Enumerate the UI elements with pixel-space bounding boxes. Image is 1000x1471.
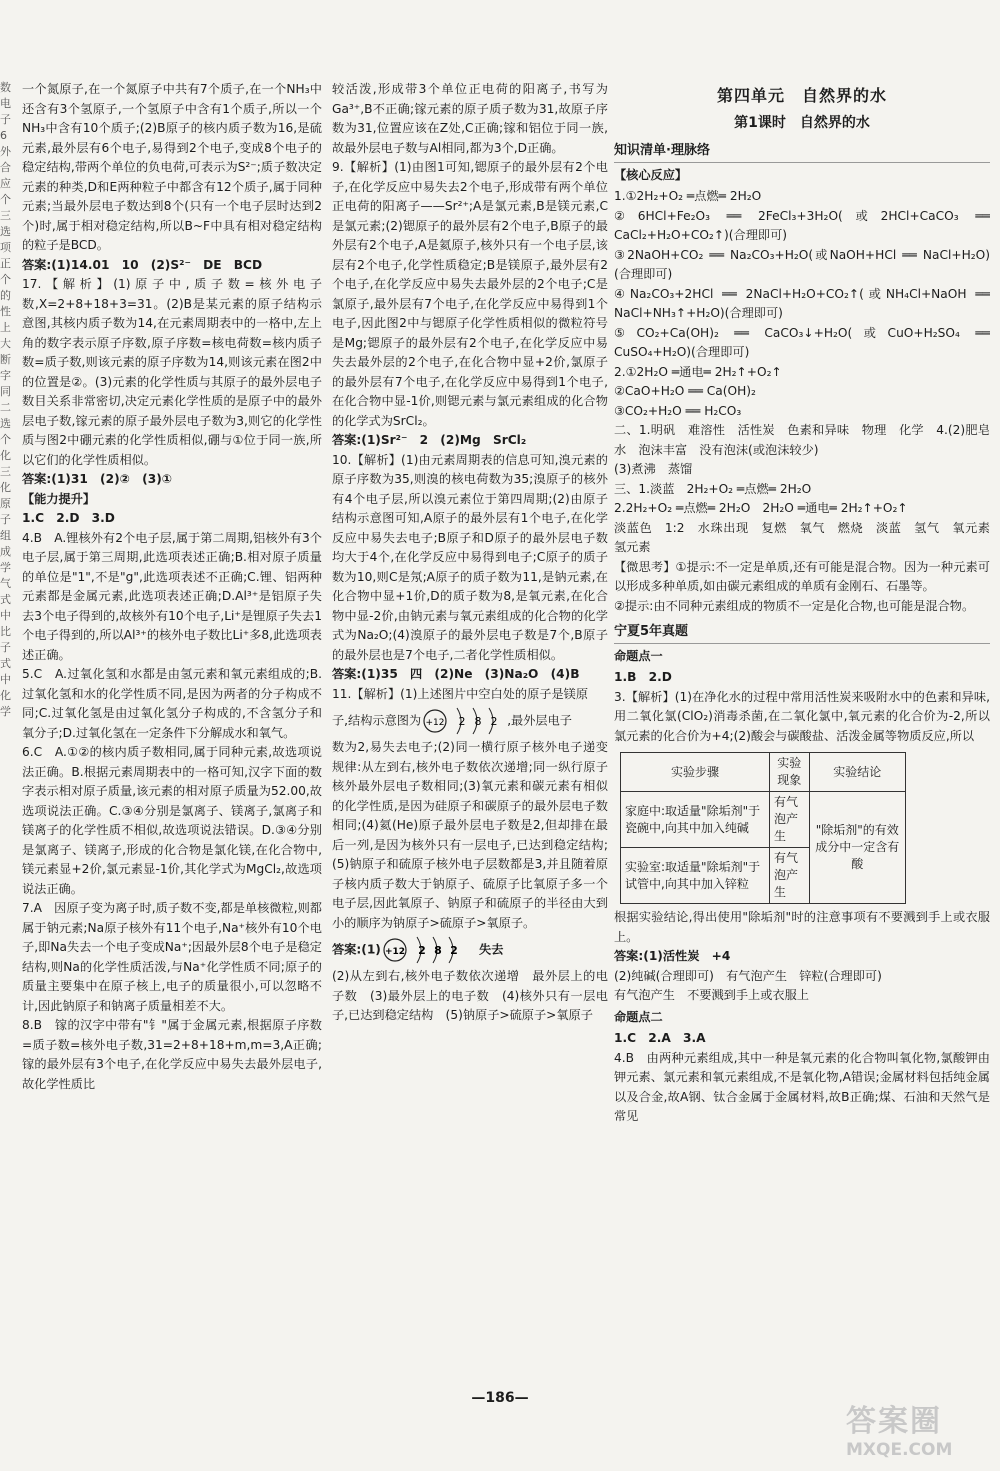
reaction-line: ③CO₂+H₂O ══ H₂CO₃: [614, 403, 742, 418]
answer-paragraph: [22, 899, 322, 1016]
core-reaction-list: [614, 187, 990, 616]
left-margin-bleed-text: 数电子6外合应个三选项正个的性上大断字同二选个化三化原子组成学气式中比子式中化学: [0, 81, 11, 718]
answer-paragraph: [332, 704, 608, 738]
answer-line: 有气泡产生 不要溅到手上或衣服上: [614, 988, 809, 1002]
answer-paragraph: [22, 509, 322, 529]
paragraph-text: 答案:(1)35 四 (2)Ne (3)Na₂O (4)B: [332, 667, 580, 681]
answer-paragraph: [22, 490, 322, 510]
table-header: 实验结论: [809, 753, 905, 792]
reaction-line: 淡蓝色 1:2 水珠出现 复燃 氧气 燃烧 淡蓝 氢气 氧元素 氢元素: [614, 520, 990, 554]
paragraph-text: 一个氮原子,在一个氮原子中共有7个质子,在一个NH₃中还含有3个氢原子,一个氢原子中含有1个质子,所以一个NH₃中含有10个质子;(2)B原子的核内质子数为16,是硫元素,最外层有6个电子,易得到2个电子,变成8个电子的稳定结构,带两个单位的负电荷,可表示为S²⁻;质子数决定元素的种类,D和E两种粒子中都含有12个质子,属于同种元素;当最外层电子数达到8个(只有一个电子层时达到2个)时,属于相对稳定结构,所以B~F中具有相对稳定结构的粒子是BCD。: [22, 82, 322, 252]
reaction-line: 【微思考】①提示:不一定是单质,还有可能是混合物。因为一种元素可以形成多种单质,如由碳元素组成的单质有金刚石、石墨等。: [614, 559, 990, 593]
shell-electron-count: 8: [434, 944, 442, 957]
shell-electron-count: 2: [418, 944, 426, 957]
paragraph-text: 答案:(1)31 (2)② (3)①: [22, 472, 173, 486]
topic-one-heading: 命题点一: [614, 648, 663, 663]
reaction-line: 三、1.淡蓝 2H₂+O₂ ═点燃═ 2H₂O: [614, 481, 812, 496]
column-left: [22, 80, 322, 1370]
topic-two-answers: 1.C 2.A 3.A: [614, 1031, 706, 1045]
paragraph-text: 17.【解析】(1)原子中,质子数=核外电子数,X=2+8+18+3=31。(2)B是某元素的原子结构示意图,其核内质子数为14,在元素周期表中的一格中,左上角的数字表示原子序数,原子序数=核电荷数=核内质子数=质子数,则该元素的原子序数为14,则该元素在图2中的位置是②。(3)元素的化学性质与其原子的最外层电子数目关系非常密切,决定元素化学性质的是原子中的最外层电子数,镓元素的原子最外层电子数为3,则它的化学性质与图2中硼元素的化学性质相似,硼与①位于同一族,所以它们的化学性质相似。: [22, 277, 322, 467]
reaction-line: 2.2H₂+O₂ ═点燃═ 2H₂O 2H₂O ═通电═ 2H₂↑+O₂↑: [614, 501, 908, 515]
answer-paragraph: [22, 275, 322, 470]
reaction-line: ②提示:由不同种元素组成的物质不一定是化合物,也可能是混合物。: [614, 598, 975, 613]
knowledge-list-heading: 知识清单·理脉络: [614, 141, 990, 163]
answer-paragraph: [22, 743, 322, 899]
reaction-line: ③2NaOH+CO₂ ══ Na₂CO₃+H₂O(或NaOH+HCl ══ NaCl+H₂O)(合理即可): [614, 247, 990, 281]
after-table-text: 根据实验结论,得出使用"除垢剂"时的注意事项有不要溅到手上或衣服上。: [614, 910, 990, 944]
paragraph-text: (2)从左到右,核外电子数依次递增 最外层上的电子数 (3)最外层上的电子数 (4)核外只有一层电子,已达到稳定结构 (5)钠原子>硫原子>氧原子: [332, 969, 608, 1022]
watermark-logo: [846, 1396, 996, 1466]
watermark-word: 答案圈: [846, 1404, 942, 1439]
core-reaction-heading: 【核心反应】: [614, 167, 688, 182]
paragraph-text: 9.【解析】(1)由图1可知,锶原子的最外层有2个电子,在化学反应中易失去2个电子,形成带有两个单位正电荷的阳离子——Sr²⁺;A是氯元素,B是镁元素,C是氯元素;(2)锶原子的最外层有2个电子,B原子的最外层有2个电子,A是氦原子,核外只有一个电子层,该层有2个电子,化学性质稳定;B是镁原子,最外层有2个电子,在化学反应中易失去最外层的2个电子;C是氯原子,最外层有7个电子,在化学反应中易得到1个电子,因此图2中与锶原子化学性质相似的微粒符号是Mg;锶原子的最外层有2个电子,在化学反应中易失去最外层的2个电子,在化合物中显+2价,氯原子的最外层有7个电子,在化学反应中易得到1个电子,在化合物中显-1价,则锶元素与氯元素组成的化合物的化学式为SrCl₂。: [332, 160, 608, 428]
watermark-url: MXQE.COM: [846, 1440, 953, 1460]
paragraph-text: 答案:(1): [332, 942, 381, 957]
atom-structure-diagram: [421, 704, 507, 738]
ningxia-heading: 宁夏5年真题: [614, 622, 990, 644]
answer-paragraph: [22, 529, 322, 666]
table-cell: 有气泡产生: [770, 848, 810, 904]
paragraph-text: 7.A 因原子变为离子时,质子数不变,都是单核微粒,则都属于钠元素;Na原子核外有11个电子,Na⁺核外有10个电子,即Na失去一个电子变成Na⁺;因最外层8个电子是稳定结构,则Na的化学性质活泼,与Na⁺化学性质不同;原子的质量主要集中在原子核上,电子的质量很小,可以忽略不计,因此钠原子和钠离子质量相差不大。: [22, 901, 322, 1013]
answer-paragraph: [332, 665, 608, 685]
table-cell: 有气泡产生: [770, 792, 810, 848]
paragraph-text: 答案:(1)Sr²⁻ 2 (2)Mg SrCl₂: [332, 433, 527, 447]
atom-structure-diagram: [381, 933, 467, 967]
reaction-line: ②6HCl+Fe₂O₃ ══ 2FeCl₃+3H₂O(或2HCl+CaCO₃ ══ CaCl₂+H₂O+CO₂↑)(合理即可): [614, 208, 990, 242]
shell-electron-count: 2: [450, 944, 458, 957]
table-cell-conclusion: "除垢剂"的有效成分中一定含有酸: [809, 792, 905, 904]
answer-paragraph: [22, 665, 322, 743]
topic-two-q4: 4.B 由两种元素组成,其中一种是氧元素的化合物叫氧化物,氯酸钾由钾元素、氯元素和氧元素组成,不是氧化物,A错误;金属材料包括纯金属以及合金,故A钢、钛合金属于金属材料,故B正确;煤、石油和天然气是常见: [614, 1050, 990, 1123]
reaction-line: 二、1.明矾 难溶性 活性炭 色素和异味 物理 化学 4.(2)肥皂水 泡沫丰富 没有泡沫(或泡沫较少): [614, 423, 990, 457]
answer-paragraph: [22, 80, 322, 256]
shell-electron-count: 8: [474, 715, 482, 728]
shell-electron-count: 2: [458, 715, 466, 728]
answer-paragraph: [22, 470, 322, 490]
answer-paragraph: [332, 80, 608, 158]
nucleus-charge: +12: [384, 947, 405, 957]
paragraph-text: 4.B A.锂核外有2个电子层,属于第二周期,铝核外有3个电子层,属于第三周期,此选项表述正确;B.相对原子质量的单位是"1",不是"g",此选项表述不正确;C.锂、铝两种元素都是金属元素,此选项表述正确;D.Al³⁺是铝原子失去3个电子得到的,故核外有10个电子,Li⁺是锂原子失去1个电子得到的,所以Al³⁺的核外电子数比Li⁺多8,此选项表述正确。: [22, 530, 322, 662]
answer-paragraph: [332, 451, 608, 666]
answer-paragraph: [332, 738, 608, 933]
table-row: [621, 792, 906, 848]
reaction-line: (3)煮沸 蒸馏: [614, 462, 693, 476]
paragraph-text: 答案:(1)14.01 10 (2)S²⁻ DE BCD: [22, 257, 263, 272]
table-header: 实验现象: [770, 753, 810, 792]
page-number: —186—: [471, 1390, 529, 1406]
paragraph-text: 【能力提升】: [22, 491, 96, 506]
paragraph-text: 8.B 镓的汉字中带有"钅"属于金属元素,根据原子序数=质子数=核外电子数,31=2+8+18+m,m=3,A正确;镓的最外层有3个电子,在化学反应中易失去最外层电子,故化学性质比: [22, 1018, 322, 1091]
shell-electron-count: 2: [490, 715, 498, 728]
paragraph-text: 较活泼,形成带3个单位正电荷的阳离子,书写为Ga³⁺,B不正确;镓元素的原子质子数为31,故原子序数为31,位置应该在Z处,C正确;镓和铝位于同一族,故最外层电子数与Al相同,都为3个,D正确。: [332, 82, 608, 155]
answer-label: 答案:(1)活性炭 +4: [614, 949, 731, 963]
answer-paragraph: [332, 158, 608, 431]
reaction-line: ②CaO+H₂O ══ Ca(OH)₂: [614, 384, 756, 398]
reaction-line: ⑤CO₂+Ca(OH)₂ ══ CaCO₃↓+H₂O(或CuO+H₂SO₄ ══ CuSO₄+H₂O)(合理即可): [614, 325, 990, 359]
reaction-line: 1.①2H₂+O₂ ═点燃═ 2H₂O: [614, 189, 762, 203]
paragraph-text-after: 失去: [466, 942, 504, 957]
topic-one-q3: 3.【解析】(1)在净化水的过程中常用活性炭来吸附水中的色素和异味,用二氧化氯(ClO₂)消毒杀菌,在二氧化氯中,氧元素的化合价为-2,所以氯元素的化合价为+4;(2)酸会与碳酸盐、活泼金属等物质反应,所以: [614, 689, 990, 743]
paragraph-text: 10.【解析】(1)由元素周期表的信息可知,溴元素的原子序数为35,则溴的核电荷数为35;溴原子的核外有4个电子层,所以溴元素位于第四周期;(2)由原子结构示意图可知,A原子的最外层有1个电子,在化学反应中易失去电子;B原子和D原子的最外层电子数均大于4个,在化学反应中易得到电子;C原子的质子数为10,则C是氖;A原子的质子数为11,是钠元素,在化合物中显+1价,D的质子数为8,是氧元素,在化合物中显-2价,由钠元素与氧元素组成的化合物的化学式为Na₂O;(4)溴原子的最外层电子数是7个,B原子的最外层也是7个电子,二者化学性质相似。: [332, 452, 608, 662]
table-cell: 家庭中:取适量"除垢剂"于瓷碗中,向其中加入纯碱: [621, 792, 770, 848]
paragraph-text: 数为2,易失去电子;(2)同一横行原子核外电子递变规律:从左到右,核外电子数依次递增;同一纵行原子核外最外层电子数相同;(3)氧元素和碳元素有相似的化学性质,是因为硅原子和碳原子的最外层电子数相同;(4)氦(He)原子最外层电子数是2,但却排在最后一列,是因为核外只有一层电子,已达到稳定结构;(5)钠原子和硫原子核外电子层数都是3,并且随着原子核内质子数大于钠原子、硫原子比氧原子多一个电子层,因此氧原子、钠原子和硫原子的半径由大到小的顺序为钠原子>硫原子>氧原子。: [332, 740, 608, 930]
paragraph-text: 1.C 2.D 3.D: [22, 511, 115, 525]
reaction-line: 2.①2H₂O ═通电═ 2H₂↑+O₂↑: [614, 364, 782, 379]
paragraph-text: 6.C A.①②的核内质子数相同,属于同种元素,故选项说法正确。B.根据元素周期表中的一格可知,汉字下面的数字表示相对原子质量,该元素的相对原子质量为52.00,故选项说法正确。C.③④分别是氯离子、镁离子,氯离子和镁离子的化学性质不相似,故选项说法错误。D.③④分别是氯离子、镁离子,形成的化合物是氯化镁,在化合物中,镁元素显+2价,氯元素显-1价,其化学式为MgCl₂,故选项说法正确。: [22, 745, 322, 896]
table-cell: 实验室:取适量"除垢剂"于试管中,向其中加入锌粒: [621, 848, 770, 904]
topic-one-answers: 1.B 2.D: [614, 670, 672, 684]
unit-title: 第四单元 自然界的水: [716, 86, 887, 105]
nucleus-charge: +12: [425, 718, 445, 728]
answer-paragraph: [22, 1016, 322, 1094]
paragraph-text: 11.【解析】(1)上述图片中空白处的原子是镁原: [332, 686, 589, 701]
column-middle: [332, 80, 608, 1370]
answer-paragraph: [332, 967, 608, 1026]
experiment-table: [620, 752, 906, 904]
column-right: [614, 80, 990, 1370]
answer-paragraph: [332, 933, 608, 967]
table-header: 实验步骤: [621, 753, 770, 792]
answer-line: (2)纯碱(合理即可) 有气泡产生 锌粒(合理即可): [614, 968, 882, 983]
reaction-line: ④Na₂CO₃+2HCl ══ 2NaCl+H₂O+CO₂↑(或NH₄Cl+NaOH ══ NaCl+NH₃↑+H₂O)(合理即可): [614, 286, 990, 320]
paragraph-text-after: ,最外层电子: [507, 713, 572, 728]
paragraph-text: 子,结构示意图为: [332, 713, 422, 728]
topic-two-heading: 命题点二: [614, 1009, 663, 1024]
answer-paragraph: [22, 256, 322, 276]
answer-paragraph: [332, 431, 608, 451]
paragraph-text: 5.C A.过氧化氢和水都是由氢元素和氧元素组成的;B.过氧化氢和水的化学性质不同,是因为两者的分子构成不同;C.过氧化氢是由过氧化氢分子构成的,不含氢分子和氧分子;D.过氧化氢在一定条件下分解成水和氧气。: [22, 667, 322, 740]
lesson-title: 第1课时 自然界的水: [734, 114, 870, 131]
answer-paragraph: [332, 685, 608, 705]
